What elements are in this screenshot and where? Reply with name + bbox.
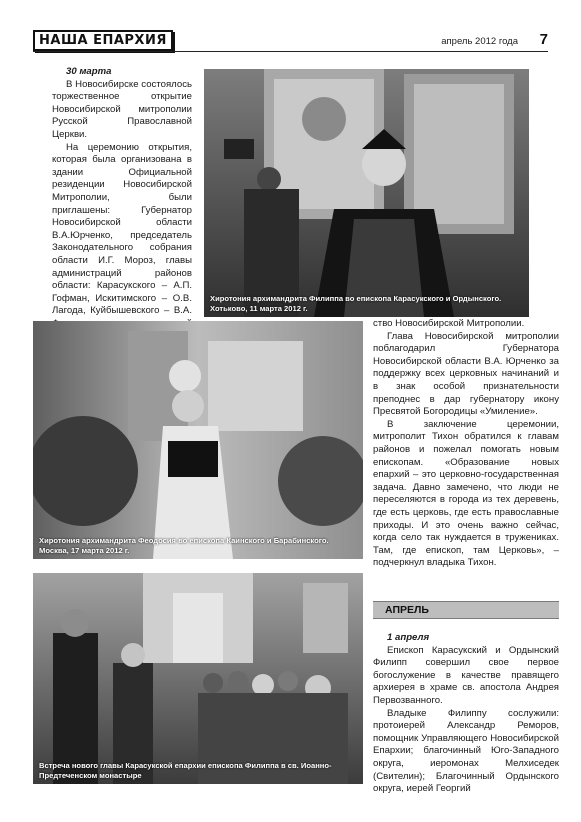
photo-image	[33, 573, 363, 784]
issue-date: апрель 2012 года	[441, 36, 518, 47]
photo-image	[204, 69, 529, 317]
photo-meeting-bishop	[33, 573, 363, 784]
paragraph: В заключение церемонии, митрополит Тихон обратился к главам районов и пожелал помогать новым епископам. «Образование новых епархий – это церковно-государственная задача. Давно замечено, что люди не переселяются в города из тех деревень, где есть церковь, где есть православные приходы. И это очень важно сейчас, когда село так нуждается в тружениках. Там, где епископ, там Церковь», – подчеркнул владыка Тихон.	[373, 418, 559, 569]
paragraph: На церемонию открытия, которая была организована в здании Официальной резиденции Новосибирской Митрополии, были приглашены: Губернатор Новосибирской области В.А.Юрченко, председатель Законодательного собрания области И.Г. Мороз, главы администраций районов области: Карасукского – А.П. Гофман, Искитимского – О.В. Лагода, Куйбышевского – В.А.	[52, 141, 192, 317]
section-header-april	[373, 601, 559, 619]
photo-image	[33, 321, 363, 559]
paragraph: ство Новосибирской Митрополии.	[373, 318, 525, 329]
date-heading: 30 марта	[66, 66, 112, 77]
masthead-logo: НАША ЕПАРХИЯ	[33, 30, 173, 51]
photo-consecration-feodosy	[33, 321, 363, 559]
article-right-column	[373, 318, 559, 570]
paragraph: В Новосибирске состоялось торжественное открытие Новосибирской митрополии Русской Православной Церкви.	[52, 78, 192, 140]
paragraph: Глава Новосибирской митрополии поблагодарил Губернатора Новосибирской области В.А. Юрченко за поддержку всех церковных начинаний и в знак особой признательности преподнес в дар губернатору икону Пресвятой Богородицы «Умиление».	[373, 330, 559, 418]
page-number: 7	[539, 31, 548, 48]
article-right-column-april	[373, 632, 559, 796]
photo-consecration-filipp	[204, 69, 529, 317]
photo-caption: Встреча нового главы Карасукской епархии епископа Филиппа в св. Иоанно-Предтеченском монастыре	[39, 761, 332, 780]
section-title: АПРЕЛЬ	[385, 604, 429, 616]
page-header	[33, 30, 548, 54]
photo-caption: Хиротония архимандрита Феодосия во епископа Каинского и Барабинского. Москва, 17 марта 2012 г.	[39, 536, 329, 555]
photo-caption: Хиротония архимандрита Филиппа во епископа Карасукского и Ордынского. Хотьково, 11 марта 2012 г.	[210, 294, 502, 313]
paragraph: Владыке Филиппу сослужили: протоиерей Александр Реморов, помощник Управляющего Новосибирской Епархии; благочинный Юго-Западного округа, иеромонах Мелхиседек (Свителин); Благочинный Ордынского округа, иерей Георгий	[373, 707, 559, 795]
paragraph: Епископ Карасукский и Ордынский Филипп совершил свое первое богослужение в качестве правящего архиерея в храме св. апостола Андрея Первозванного.	[373, 644, 559, 706]
date-heading: 1 апреля	[387, 632, 430, 643]
header-divider	[33, 51, 548, 52]
